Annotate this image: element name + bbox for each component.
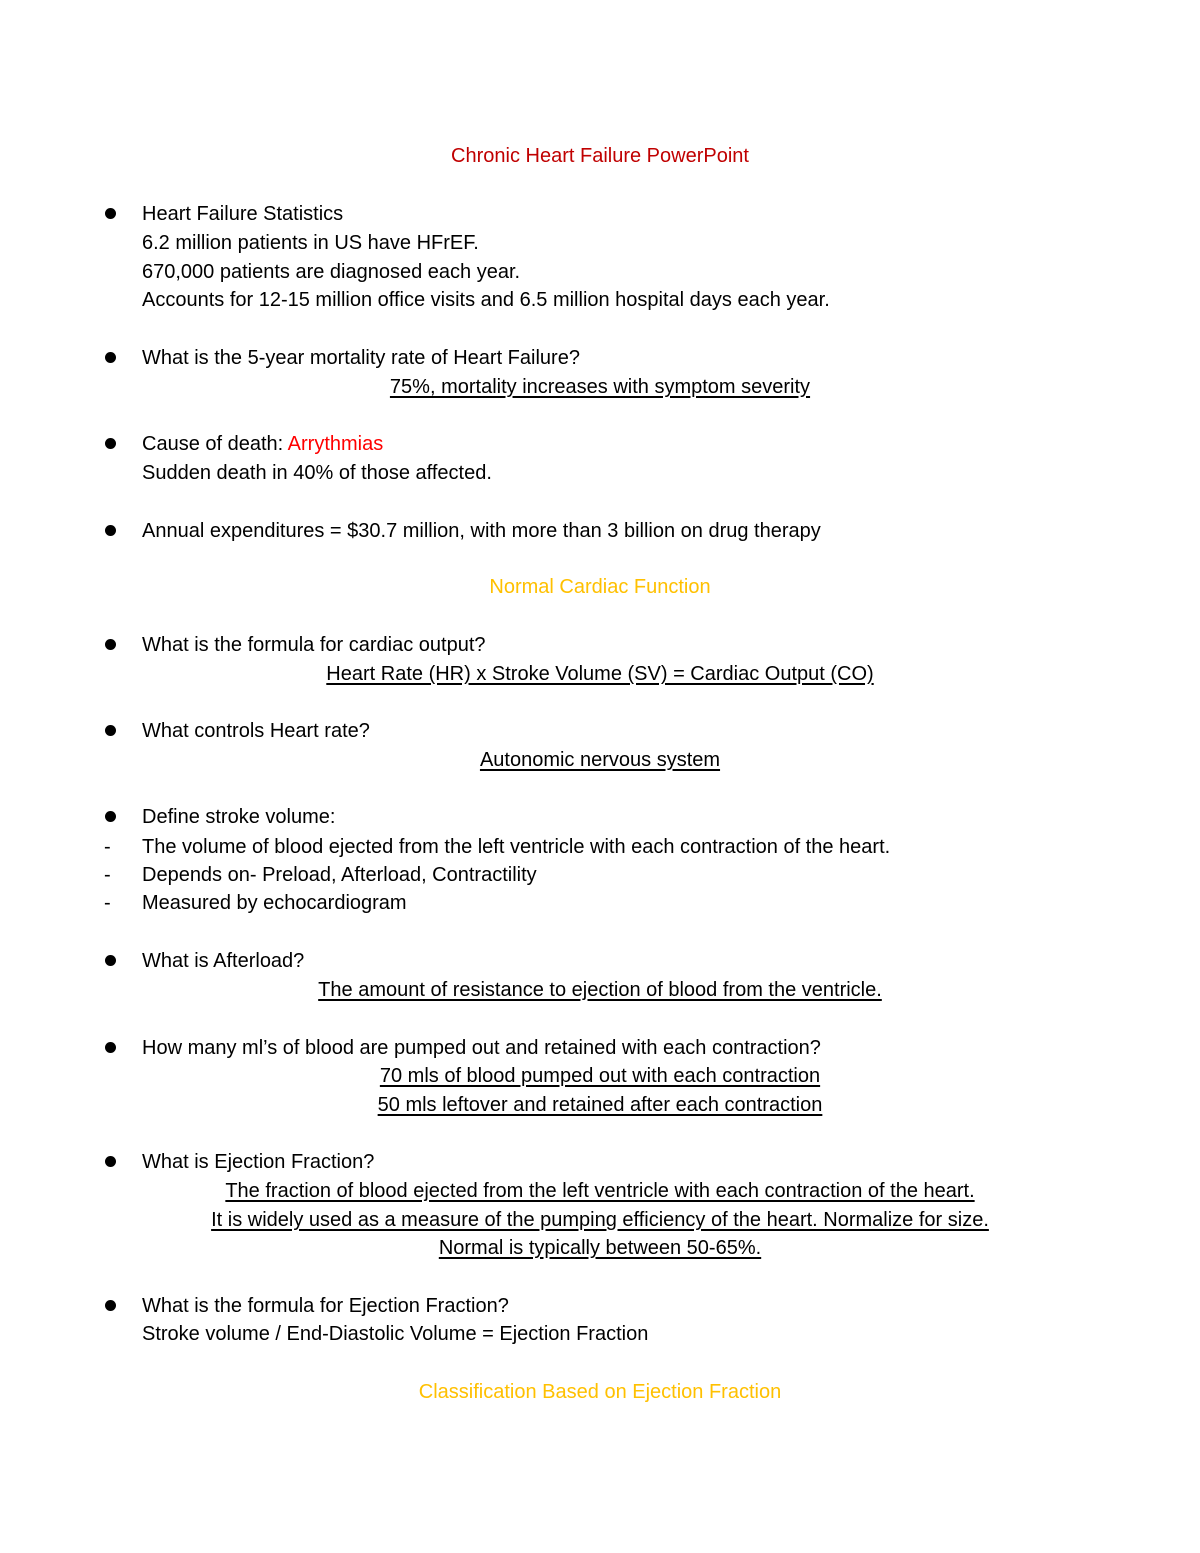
heart-rate-question: What controls Heart rate? [142,720,370,742]
cardiac-output-answer: Heart Rate (HR) x Stroke Volume (SV) = Cardiac Output (CO) [326,663,874,685]
bullet-icon [105,1156,116,1167]
bullet-icon [105,811,116,822]
bullet-icon [105,725,116,736]
ef-formula-answer: Stroke volume / End-Diastolic Volume = Ejection Fraction [142,1323,649,1345]
bullet-icon [105,955,116,966]
ejection-fraction-answer: Normal is typically between 50-65%. [438,1237,762,1259]
afterload-answer: The amount of resistance to ejection of blood from the ventricle. [318,979,882,1001]
cause-highlight: Arrythmias [287,433,384,455]
statistics-heading: Heart Failure Statistics [142,203,344,225]
stroke-volume-item: The volume of blood ejected from the left ventricle with each contraction of the heart. [142,836,891,858]
bullet-icon [105,639,116,650]
bullet-icon [105,438,116,449]
stroke-volume-item: Depends on- Preload, Afterload, Contractility [142,864,537,886]
blood-ml-answer: 70 mls of blood pumped out with each contraction [379,1065,821,1087]
dash-icon: - [104,836,111,858]
ejection-fraction-answer: The fraction of blood ejected from the left ventricle with each contraction of the heart. [225,1180,975,1202]
dash-icon: - [104,892,111,914]
cause-detail: Sudden death in 40% of those affected. [142,462,492,484]
cause-label: Cause of death: [142,433,288,455]
cardiac-output-question: What is the formula for cardiac output? [142,634,486,656]
blood-ml-answer: 50 mls leftover and retained after each contraction [377,1094,823,1116]
statistics-line: 670,000 patients are diagnosed each year. [142,261,521,283]
statistics-line: 6.2 million patients in US have HFrEF. [142,232,479,254]
mortality-answer: 75%, mortality increases with symptom severity [389,376,811,398]
ejection-fraction-question: What is Ejection Fraction? [142,1151,375,1173]
stroke-volume-item: Measured by echocardiogram [142,892,407,914]
bullet-icon [105,525,116,536]
mortality-question: What is the 5-year mortality rate of Heart Failure? [142,347,580,369]
bullet-icon [105,1300,116,1311]
section-heading: Normal Cardiac Function [489,576,711,598]
section-heading: Classification Based on Ejection Fraction [418,1381,782,1403]
bullet-icon [105,352,116,363]
ejection-fraction-answer: It is widely used as a measure of the pumping efficiency of the heart. Normalize for size. [211,1209,989,1231]
bullet-icon [105,1042,116,1053]
afterload-question: What is Afterload? [142,950,305,972]
bullet-icon [105,208,116,219]
statistics-line: Accounts for 12-15 million office visits and 6.5 million hospital days each year. [142,289,830,311]
ef-formula-question: What is the formula for Ejection Fraction? [142,1295,509,1317]
cause-of-death [142,430,383,458]
stroke-volume-question: Define stroke volume: [142,806,336,828]
dash-icon: - [104,864,111,886]
blood-ml-question: How many ml’s of blood are pumped out and retained with each contraction? [142,1037,821,1059]
expenditures-text: Annual expenditures = $30.7 million, with more than 3 billion on drug therapy [142,520,821,542]
document-title: Chronic Heart Failure PowerPoint [451,145,749,167]
heart-rate-answer: Autonomic nervous system [479,749,721,771]
